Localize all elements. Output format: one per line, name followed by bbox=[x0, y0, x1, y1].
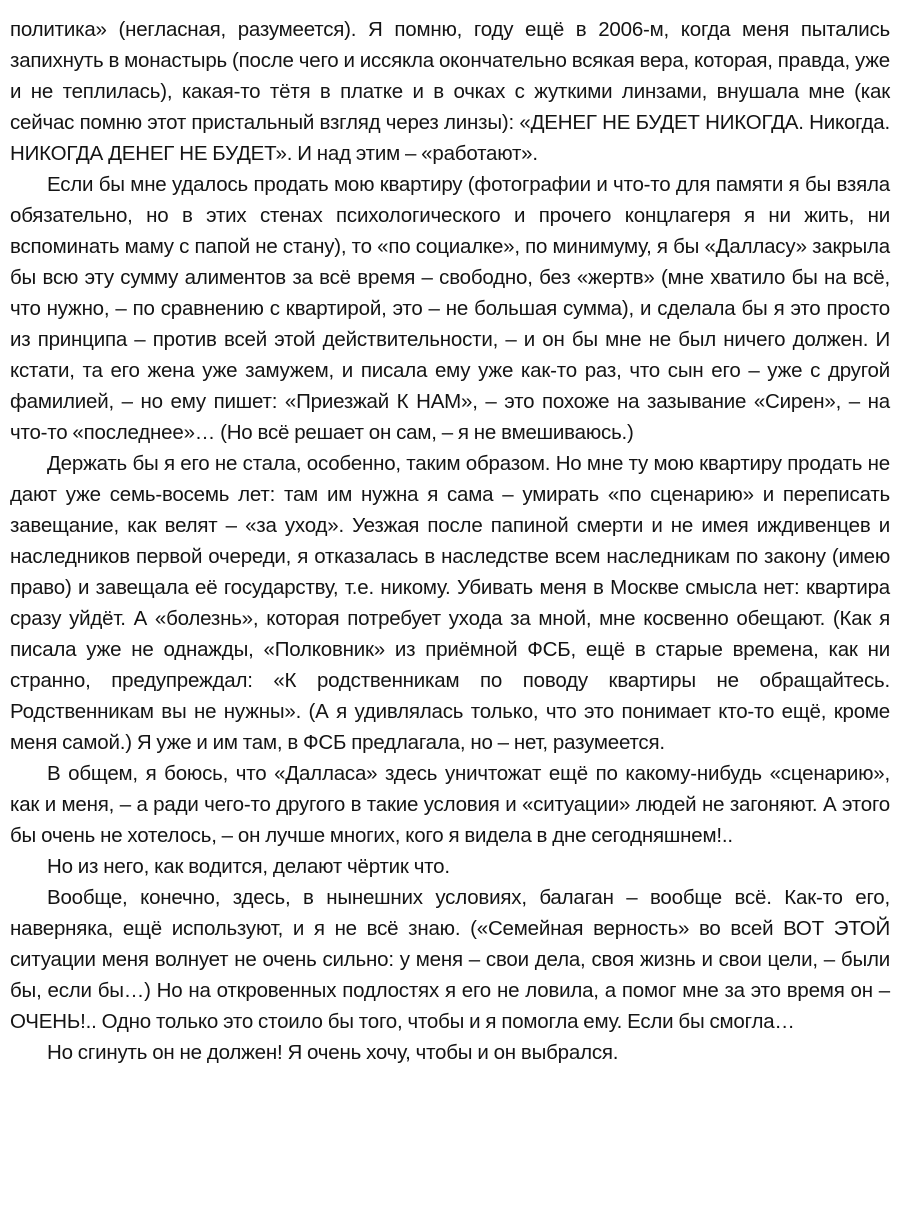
paragraph: Но из него, как водится, делают чёртик что. bbox=[47, 855, 450, 878]
paragraph: Если бы мне удалось продать мою квартиру (фотографии и что-то для памяти я бы взяла обязательно, но в этих стенах психологического и прочего концлагеря я ни жить, ни вспоминать маму с папой не стану), то «по социалке», по минимуму, я бы «Далласу» закрыла бы всю эту сумму алиментов за всё время – свободно, без «жертв» (мне хватило бы на всё, что нужно, – по сравнению с квартирой, это – не большая сумма), и сделала бы я это просто из принципа – против всей этой действительности, – и он бы мне не был ничего должен. И кстати, та его жена уже замужем, и писала ему уже как-то раз, что сын его – уже с другой фамилией, – но ему пишет: «Приезжай К НАМ», – это похоже на зазывание «Сирен», – на что-то «последнее»… (Но всё решает он сам, – я не вмешиваюсь.) bbox=[10, 173, 890, 444]
paragraph: политика» (негласная, разумеется). Я помню, году ещё в 2006-м, когда меня пытались запихнуть в монастырь (после чего и иссякла окончательно всякая вера, которая, правда, уже и не теплилась), какая-то тётя в платке и в очках с жуткими линзами, внушала мне (как сейчас помню этот пристальный взгляд через линзы): «ДЕНЕГ НЕ БУДЕТ НИКОГДА. Никогда. НИКОГДА ДЕНЕГ НЕ БУДЕТ». И над этим – «работают». bbox=[10, 18, 890, 165]
paragraph: Но сгинуть он не должен! Я очень хочу, чтобы и он выбрался. bbox=[47, 1041, 619, 1064]
paragraph: Держать бы я его не стала, особенно, таким образом. Но мне ту мою квартиру продать не дают уже семь-восемь лет: там им нужна я сама – умирать «по сценарию» и переписать завещание, как велят – «за уход». Уезжая после папиной смерти и не имея иждивенцев и наследников первой очереди, я отказалась в наследстве всем наследникам по закону (имею право) и завещала её государству, т.е. никому. Убивать меня в Москве смысла нет: квартира сразу уйдёт. А «болезнь», которая потребует ухода за мной, мне косвенно обещают. (Как я писала уже не однажды, «Полковник» из приёмной ФСБ, ещё в старые времена, как ни странно, предупреждал: «К родственникам по поводу квартиры не обращайтесь. Родственникам вы не нужны». (А я удивлялась только, что это понимает кто-то ещё, кроме меня самой.) Я уже и им там, в ФСБ предлагала, но – нет, разумеется. bbox=[10, 452, 890, 754]
paragraph: В общем, я боюсь, что «Далласа» здесь уничтожат ещё по какому-нибудь «сценарию», как и меня, – а ради чего-то другого в такие условия и «ситуации» людей не загоняют. А этого бы очень не хотелось, – он лучше многих, кого я видела в дне сегодняшнем!.. bbox=[10, 762, 890, 847]
paragraph: Вообще, конечно, здесь, в нынешних условиях, балаган – вообще всё. Как-то его, наверняка, ещё используют, и я не всё знаю. («Семейная верность» во всей ВОТ ЭТОЙ ситуации меня волнует не очень сильно: у меня – свои дела, своя жизнь и свои цели, – были бы, если бы…) Но на откровенных подлостях я его не ловила, а помог мне за это время он – ОЧЕНЬ!.. Одно только это стоило бы того, чтобы и я помогла ему. Если бы смогла… bbox=[10, 886, 890, 1033]
